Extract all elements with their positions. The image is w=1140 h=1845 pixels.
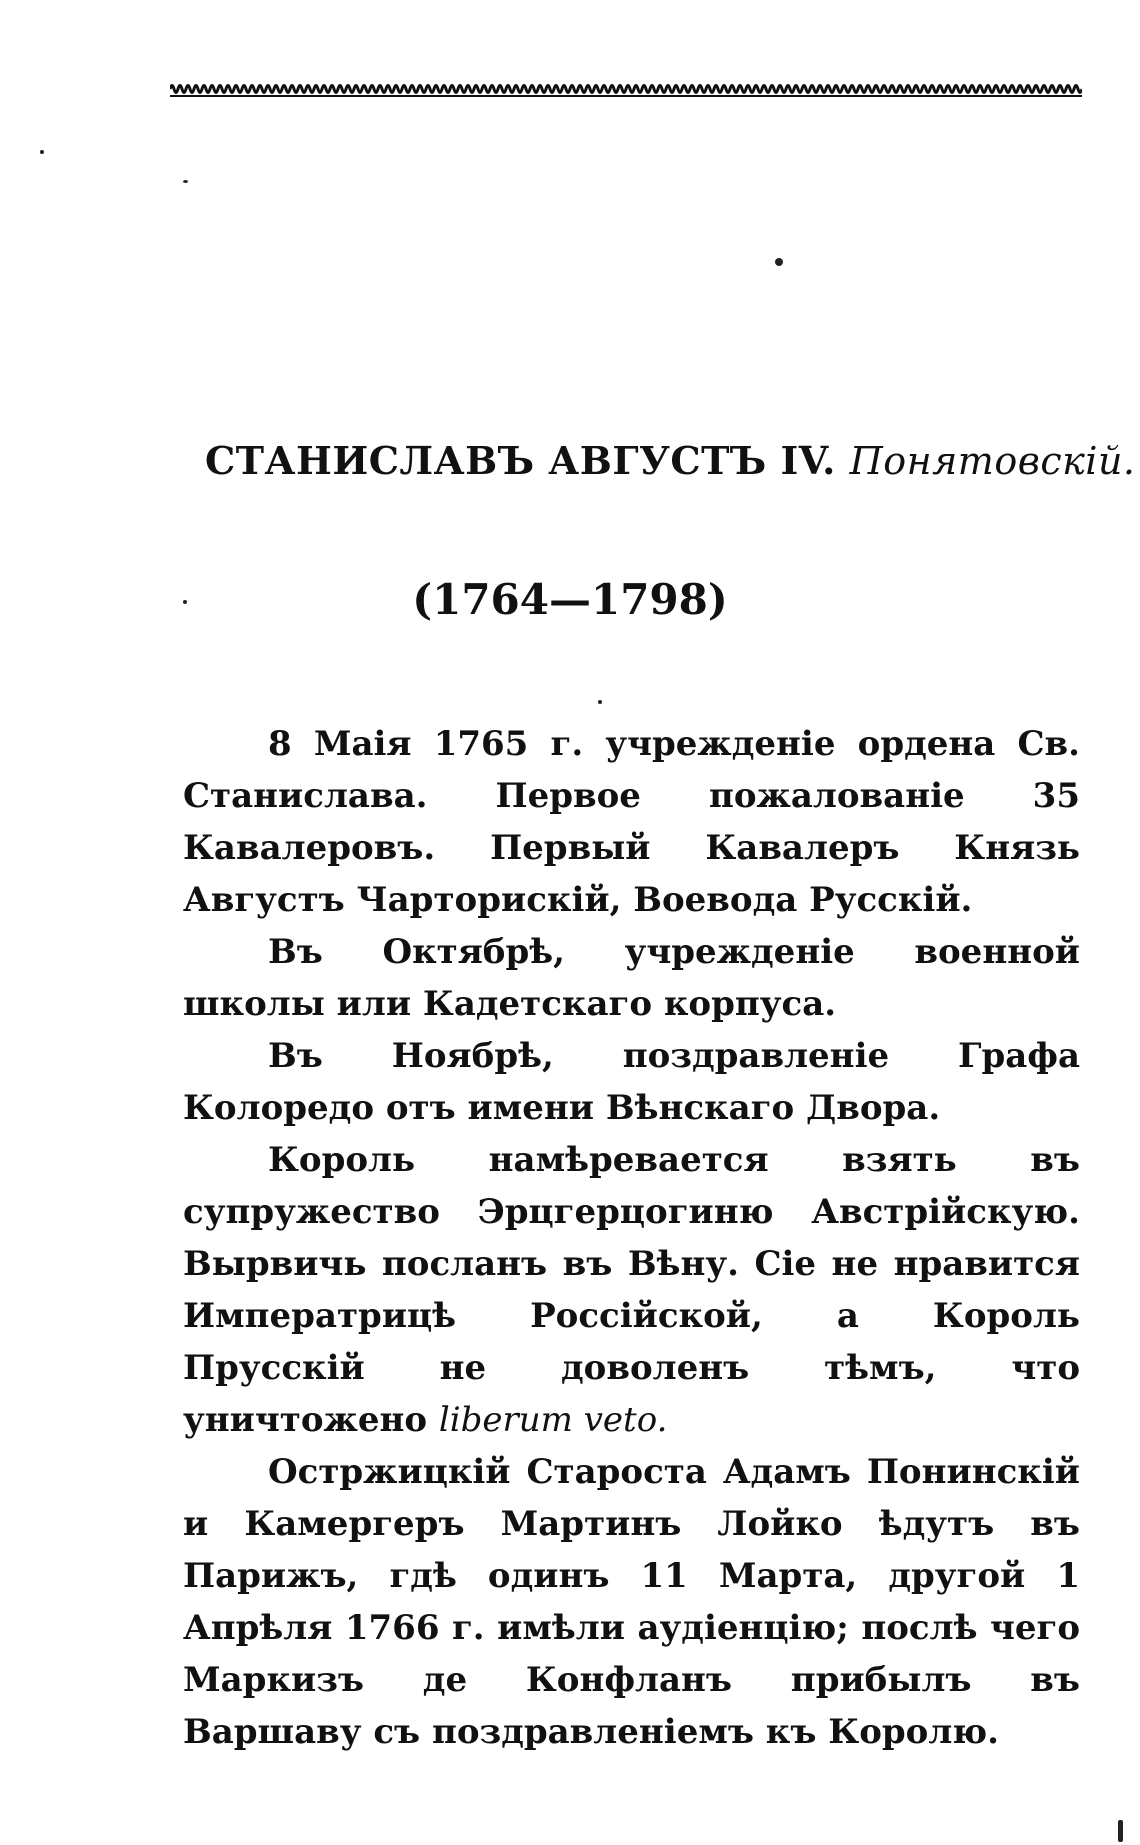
heading-surname: Понятовскій. xyxy=(849,439,1136,483)
scan-speck xyxy=(598,700,602,704)
reign-years: (1764—1798) xyxy=(412,575,728,624)
latin-phrase: liberum veto. xyxy=(438,1400,668,1440)
paragraph-2: Въ Октябрѣ, учрежденіе военной школы или Кадетскаго корпуса. xyxy=(183,932,1080,1024)
wavy-rule-ornament xyxy=(170,80,1082,100)
heading-name: СТАНИСЛАВЪ АВГУСТЪ IV. xyxy=(205,438,836,483)
paragraph-4-text: Король намѣревается взять въ супружество Эрцгерцогиню Австрійскую. Вырвичь посланъ въ Вѣну. Сіе не нравится Императрицѣ Россійской, а Король Прусскій не доволенъ тѣмъ, что уничтожено xyxy=(183,1140,1080,1440)
paragraph-3: Въ Ноябрѣ, поздравленіе Графа Колоредо отъ имени Вѣнскаго Двора. xyxy=(183,1036,1080,1128)
scan-speck xyxy=(775,258,783,266)
scan-speck xyxy=(183,180,188,183)
paragraph-4 xyxy=(183,1134,1080,1446)
scan-speck xyxy=(40,150,44,154)
scan-speck xyxy=(183,600,187,604)
body-text xyxy=(183,718,1080,1758)
chapter-heading xyxy=(205,438,1136,483)
paragraph-1: 8 Маія 1765 г. учрежденіе ордена Св. Станислава. Первое пожалованіе 35 Кавалеровъ. Первый Кавалеръ Князь Августъ Чарторискій, Воевода Русскій. xyxy=(183,724,1080,920)
paragraph-5: Остржицкій Староста Адамъ Понинскій и Камергеръ Мартинъ Лойко ѣдутъ въ Парижъ, гдѣ одинъ 11 Марта, другой 1 Апрѣля 1766 г. имѣли аудіенцію; послѣ чего Маркизъ де Конфланъ прибылъ въ Варшаву съ поздравленіемъ къ Королю. xyxy=(183,1452,1080,1752)
scan-speck xyxy=(1118,1820,1123,1842)
